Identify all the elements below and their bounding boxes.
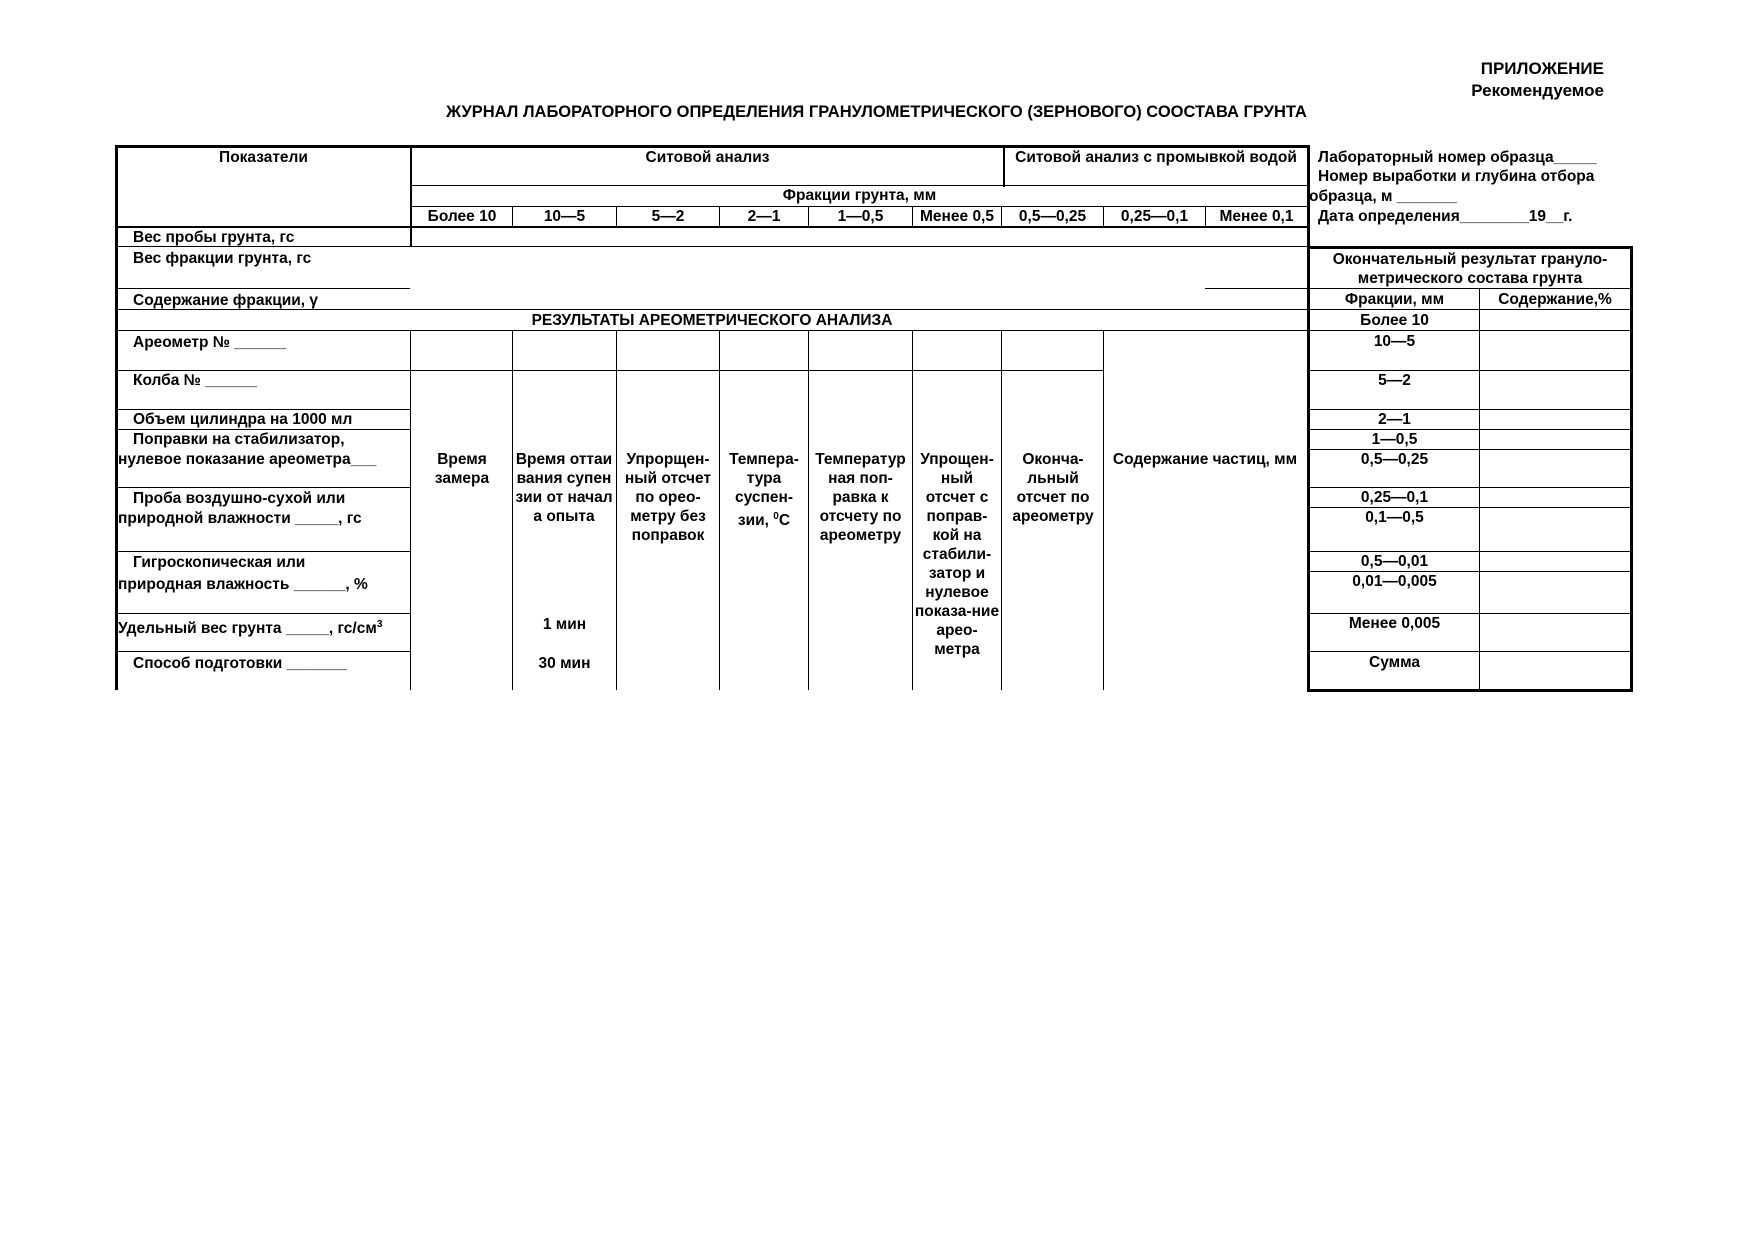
- specific-weight-label: Удельный вес грунта _____, гс/см: [118, 620, 377, 638]
- cylinder-volume: Объем цилиндра на 1000 мл: [133, 411, 353, 428]
- page-title: ЖУРНАЛ ЛАБОРАТОРНОГО ОПРЕДЕЛЕНИЯ ГРАНУЛОМЕТРИЧЕСКОГО (ЗЕРНОВОГО) СООСТАВА ГРУНТА: [446, 103, 1307, 121]
- col-simplified-reading: Упрорщен-ный отсчет по орео-метру без поправок: [624, 451, 712, 544]
- final-row-7: 0,1—0,5: [1365, 509, 1424, 526]
- hydrometer-section-title: РЕЗУЛЬТАТЫ АРЕОМЕТРИЧЕСКОГО АНАЛИЗА: [531, 312, 893, 329]
- working-depth-line1: Номер выработки и глубина отбора: [1318, 168, 1595, 185]
- final-row-6: 0,25—0,1: [1360, 489, 1429, 506]
- time-1min: 1 мин: [542, 616, 587, 633]
- fraction-col-5: Менее 0,5: [920, 208, 994, 225]
- final-col-fractions: Фракции, мм: [1344, 291, 1445, 308]
- sieve-analysis-header: Ситовой анализ: [645, 149, 770, 166]
- preparation-method: Способ подготовки _______: [133, 655, 347, 672]
- fraction-col-2: 5—2: [651, 208, 685, 225]
- col-thaw-time-text: Время оттаивания супензии от начала опыта: [515, 451, 613, 525]
- determination-date: Дата определения________19__г.: [1318, 208, 1573, 225]
- fraction-col-7: 0,25—0,1: [1120, 208, 1189, 225]
- fraction-col-3: 2—1: [747, 208, 781, 225]
- corrections-line1: Поправки на стабилизатор,: [133, 431, 345, 448]
- hygro-line1: Гигроскопическая или: [133, 554, 306, 571]
- corrections-line2: нулевое показание ареометра___: [118, 451, 377, 468]
- final-row-0: Более 10: [1360, 312, 1429, 329]
- indicators-header: Показатели: [219, 149, 308, 166]
- col-temperature-unit: С: [778, 512, 791, 530]
- fraction-col-4: 1—0,5: [837, 208, 884, 225]
- flask-number: Колба № ______: [133, 372, 257, 389]
- col-temperature-deg: 0: [773, 511, 779, 522]
- hygro-line2: природная влажность ______, %: [118, 576, 368, 593]
- final-row-11: Сумма: [1369, 654, 1420, 671]
- col-time: Время замера: [434, 451, 490, 487]
- col-simplified-corrected: Упрощен-ный отсчет с поправ-кой на стабили-затор и нулевое показа-ние арео-метра: [914, 451, 1000, 658]
- time-30min: 30 мин: [538, 655, 591, 672]
- final-row-3: 2—1: [1378, 411, 1411, 428]
- sample-line1: Проба воздушно-сухой или: [133, 490, 346, 507]
- specific-weight: [118, 615, 382, 638]
- col-temperature: [722, 450, 806, 530]
- fraction-col-0: Более 10: [427, 208, 497, 225]
- final-result-title: Окончательный результат грануло-метрического состава грунта: [1332, 251, 1608, 287]
- sample-line2: природной влажности _____, гс: [118, 510, 362, 527]
- final-row-4: 1—0,5: [1371, 431, 1418, 448]
- final-row-8: 0,5—0,01: [1360, 553, 1429, 570]
- working-depth-line2: образца, м _______: [1309, 188, 1458, 205]
- final-row-1: 10—5: [1373, 333, 1416, 350]
- row-sample-weight: Вес пробы грунта, гс: [133, 229, 295, 246]
- final-col-content: Содержание,%: [1498, 291, 1612, 308]
- row-fraction-weight: Вес фракции грунта, гс: [133, 250, 312, 267]
- final-row-10: Менее 0,005: [1348, 615, 1441, 632]
- fraction-col-6: 0,5—0,25: [1018, 208, 1087, 225]
- row-fraction-content: Содержание фракции, γ: [133, 292, 319, 309]
- final-row-9: 0,01—0,005: [1352, 573, 1437, 590]
- fraction-col-8: Менее 0,1: [1219, 208, 1294, 225]
- fraction-col-1: 10—5: [543, 208, 586, 225]
- areometer-number: Ареометр № ______: [133, 334, 287, 351]
- col-thaw-time: [514, 450, 614, 526]
- col-final-reading: Оконча-льный отсчет по ареометру: [1012, 451, 1094, 525]
- col-particle-content: Содержание частиц, мм: [1112, 451, 1298, 468]
- col-temp-correction: Температур ная поп-равка к отсчету по ареометру: [815, 451, 906, 544]
- col-temperature-text: Темпера-тура суспен-зии,: [729, 451, 799, 530]
- specific-weight-sup: 3: [376, 619, 383, 630]
- appendix-label: ПРИЛОЖЕНИЕ: [1480, 59, 1604, 78]
- fractions-header: Фракции грунта, мм: [782, 187, 937, 204]
- final-row-5: 0,5—0,25: [1360, 451, 1429, 468]
- sieve-wash-header: Ситовой анализ с промывкой водой: [1015, 149, 1297, 166]
- lab-number: Лабораторный номер образца_____: [1318, 149, 1597, 166]
- recommended-label: Рекомендуемое: [1471, 81, 1604, 100]
- final-row-2: 5—2: [1378, 372, 1411, 389]
